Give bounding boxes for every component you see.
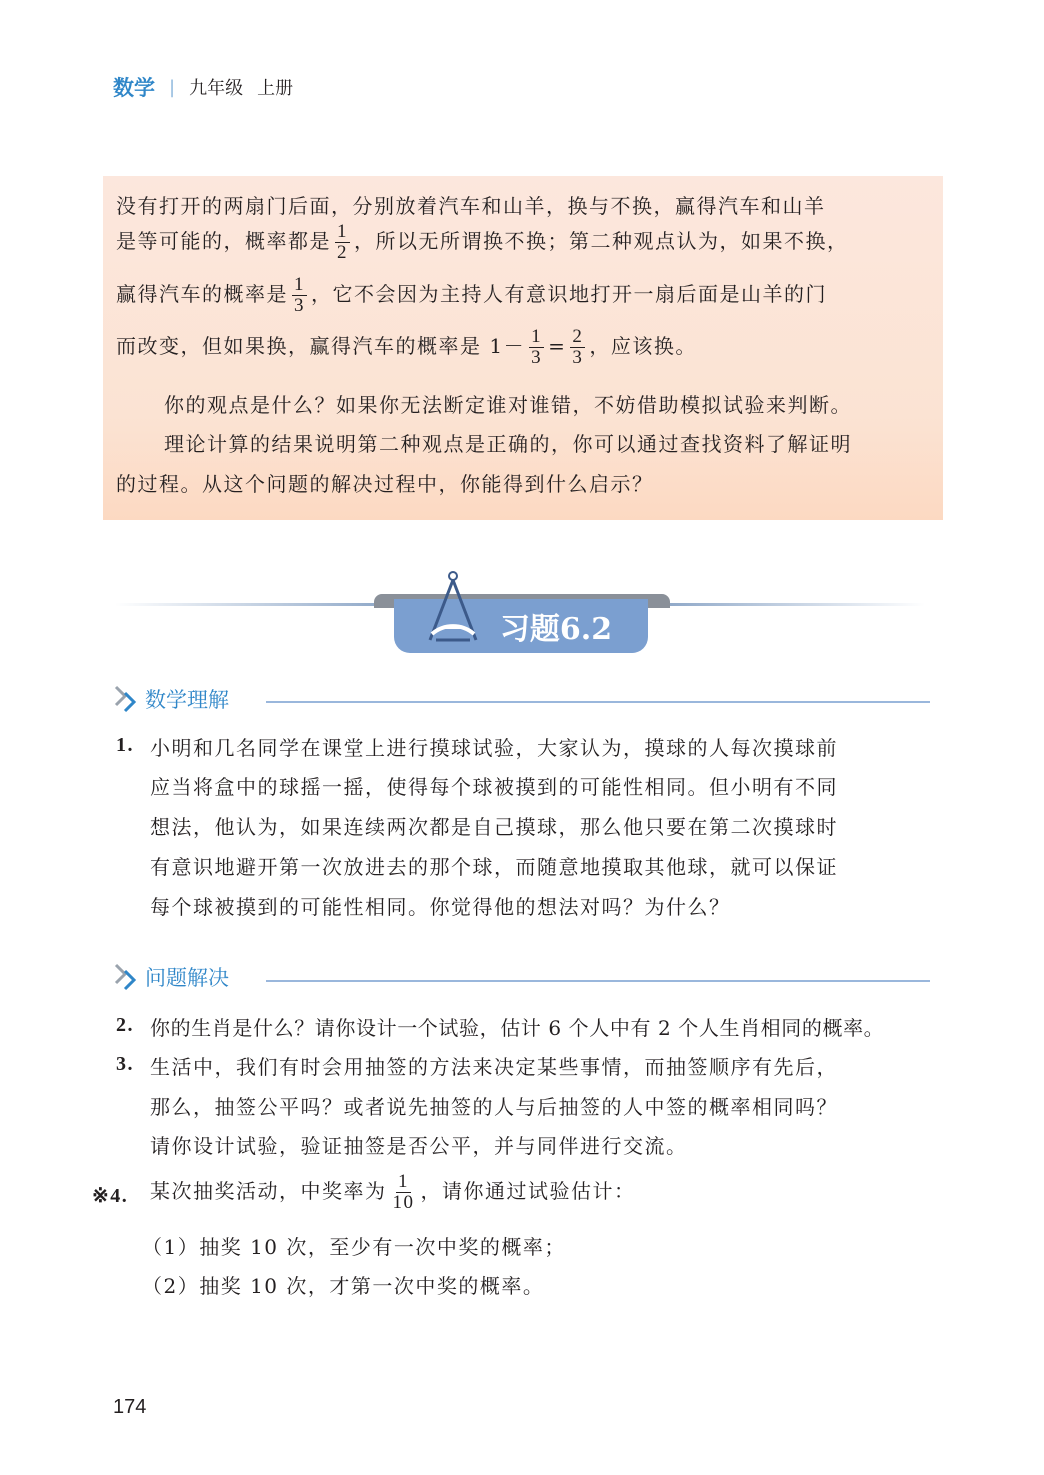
box-line-3 [116, 275, 827, 316]
box-line-3a: 赢得汽车的概率是 [116, 282, 288, 306]
box-line-2a: 是等可能的，概率都是 [116, 229, 331, 253]
banner-rule-left [115, 603, 385, 606]
banner-rule-right [665, 603, 925, 606]
question-1-number: 1. [116, 734, 134, 756]
compass-icon [418, 568, 488, 652]
page-number: 174 [113, 1396, 147, 1418]
box-line-3b: ，它不会因为主持人有意识地打开一扇后面是山羊的门 [311, 282, 827, 306]
question-2-text: 你的生肖是什么？请你设计一个试验，估计 6 个人中有 2 个人生肖相同的概率。 [150, 1016, 885, 1040]
box-line-2b: ，所以无所谓换不换；第二种观点认为，如果不换， [354, 229, 849, 253]
fraction-half: $\frac{1}{2}$ [337, 221, 348, 263]
question-4-sub-2: （2）抽奖 10 次，才第一次中奖的概率。 [142, 1274, 545, 1298]
section-solving-rule [266, 980, 930, 982]
question-3-line-2: 那么，抽签公平吗？或者说先抽签的人与后抽签的人中签的概率相同吗？ [150, 1095, 838, 1119]
header-separator: | [169, 76, 176, 98]
section-understanding [113, 684, 229, 714]
question-1-line-1: 小明和几名同学在课堂上进行摸球试验，大家认为，摸球的人每次摸球前 [150, 736, 838, 760]
question-4-sub-1: （1）抽奖 10 次，至少有一次中奖的概率； [142, 1235, 566, 1259]
question-2-number: 2. [116, 1014, 134, 1036]
section-solving [113, 962, 229, 992]
section-understanding-label: 数学理解 [145, 688, 229, 712]
volume-label: 上册 [257, 78, 294, 99]
question-4-text [150, 1172, 636, 1213]
equals-sign: = [548, 334, 567, 358]
question-1-line-4: 有意识地避开第一次放进去的那个球，而随意地摸取其他球，就可以保证 [150, 855, 838, 879]
box-line-7: 的过程。从这个问题的解决过程中，你能得到什么启示？ [116, 472, 654, 496]
fraction-one-tenth: $\frac{1}{10}$ [392, 1171, 415, 1213]
grade-label: 九年级 [189, 78, 244, 99]
question-1-line-5: 每个球被摸到的可能性相同。你觉得他的想法对吗？为什么？ [150, 895, 731, 919]
fraction-two-thirds: $\frac{2}{3}$ [572, 326, 584, 368]
question-3-line-1: 生活中，我们有时会用抽签的方法来决定某些事情，而抽签顺序有先后， [150, 1055, 838, 1079]
box-line-2 [116, 222, 849, 263]
question-4-text-a: 某次抽奖活动，中奖率为 [150, 1179, 387, 1203]
question-3-number: 3. [116, 1053, 134, 1075]
box-line-4 [116, 327, 697, 368]
question-3-line-3: 请你设计试验，验证抽签是否公平，并与同伴进行交流。 [150, 1134, 688, 1158]
subject-title: 数学 [113, 76, 155, 100]
box-line-1: 没有打开的两扇门后面，分别放着汽车和山羊，换与不换，赢得汽车和山羊 [116, 194, 826, 218]
box-line-5: 你的观点是什么？如果你无法断定谁对谁错，不妨借助模拟试验来判断。 [164, 393, 852, 417]
question-4-text-b: ，请你通过试验估计： [420, 1179, 636, 1203]
question-4-number: ※4. [92, 1185, 129, 1207]
fraction-third: $\frac{1}{3}$ [294, 274, 305, 316]
question-1-line-3: 想法，他认为，如果连续两次都是自己摸球，那么他只要在第二次摸球时 [150, 815, 838, 839]
question-1-line-2: 应当将盒中的球摇一摇，使得每个球被摸到的可能性相同。但小明有不同 [150, 775, 838, 799]
section-understanding-rule [266, 701, 930, 703]
chevron-right-icon [113, 962, 139, 992]
page-header [113, 72, 293, 102]
exercise-title: 习题6.2 [499, 612, 613, 647]
section-solving-label: 问题解决 [145, 966, 229, 990]
chevron-right-icon [113, 684, 139, 714]
box-line-6: 理论计算的结果说明第二种观点是正确的，你可以通过查找资料了解证明 [164, 432, 852, 456]
fraction-one-third: $\frac{1}{3}$ [531, 326, 543, 368]
box-line-4b: ，应该换。 [589, 334, 697, 358]
box-line-4a: 而改变，但如果换，赢得汽车的概率是 1－ [116, 334, 526, 358]
